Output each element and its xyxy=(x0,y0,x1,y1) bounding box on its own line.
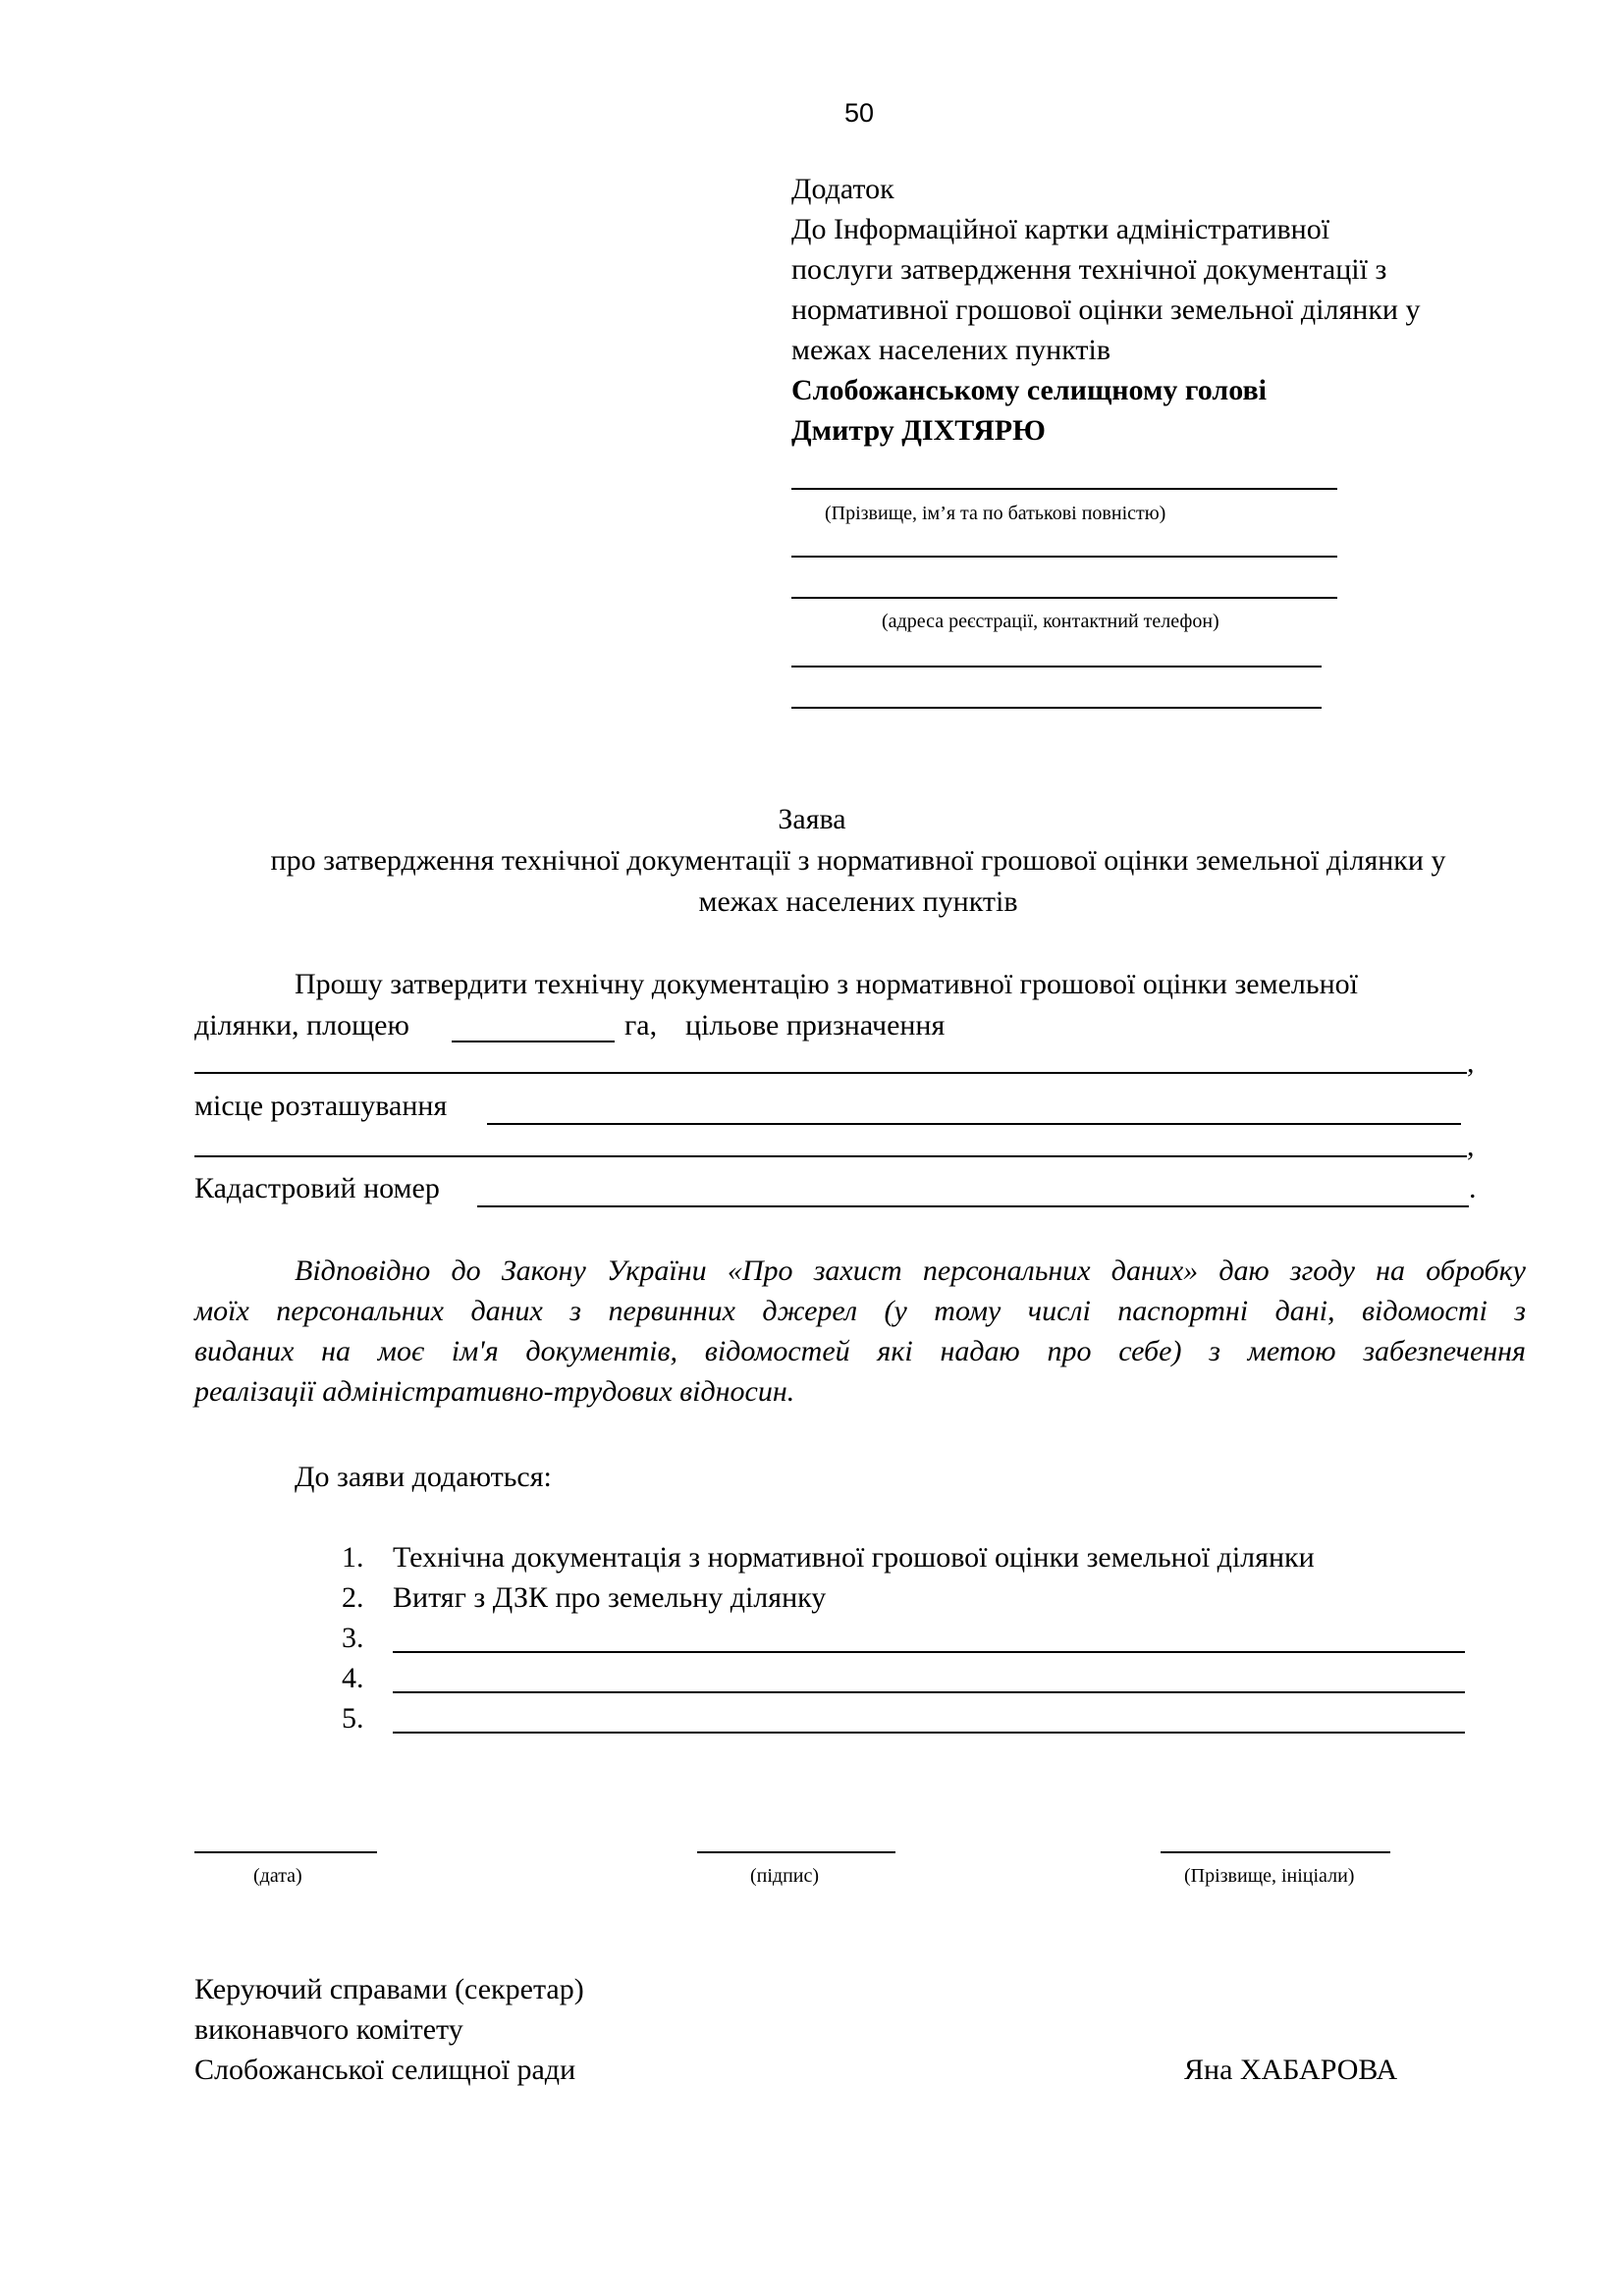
appendix-line: межах населених пунктів xyxy=(791,334,1111,366)
list-item-text: Витяг з ДЗК про земельну ділянку xyxy=(393,1581,827,1614)
consent-line: моїх персональних даних з первинних джерел (у тому числі паспортні дані, відомості з xyxy=(194,1295,1526,1327)
cadastral-number-field[interactable] xyxy=(477,1205,1469,1207)
applicant-name-line[interactable] xyxy=(791,488,1337,490)
document-title: Заява xyxy=(778,803,846,835)
area-unit: га, xyxy=(624,1009,658,1041)
document-subtitle: межах населених пунктів xyxy=(698,885,1018,918)
list-item-blank-field[interactable] xyxy=(393,1691,1465,1693)
document-subtitle: про затвердження технічної документації з нормативної грошової оцінки земельної ділянки у xyxy=(270,844,1446,877)
applicant-address-line[interactable] xyxy=(791,597,1337,599)
appendix-line: До Інформаційної картки адміністративної xyxy=(791,213,1330,245)
cadastral-label: Кадастровий номер xyxy=(194,1172,440,1204)
date-field[interactable] xyxy=(194,1851,377,1853)
list-item-number: 2. xyxy=(342,1581,364,1614)
purpose-field[interactable] xyxy=(194,1072,1467,1074)
addressee-block xyxy=(791,169,1420,451)
consent-line: реалізації адміністративно-трудових відносин. xyxy=(194,1375,795,1408)
signature-caption: (підпис) xyxy=(750,1865,820,1887)
consent-line: Відповідно до Закону України «Про захист персональних даних» даю згоду на обробку xyxy=(295,1255,1526,1287)
applicant-address-caption: (адреса реєстрації, контактний телефон) xyxy=(882,611,1219,632)
data-consent-paragraph xyxy=(194,1251,1526,1412)
list-item-number: 4. xyxy=(342,1662,364,1694)
applicant-phone-line[interactable] xyxy=(791,707,1322,709)
position-line: виконавчого комітету xyxy=(194,2013,463,2046)
area-label: ділянки, площею xyxy=(194,1009,409,1041)
official-position xyxy=(194,1969,584,2090)
list-item-text: Технічна документація з нормативної грошової оцінки земельної ділянки xyxy=(393,1541,1315,1574)
appendix-line: нормативної грошової оцінки земельної ділянки у xyxy=(791,294,1421,326)
applicant-address-line[interactable] xyxy=(791,556,1337,558)
purpose-label: цільове призначення xyxy=(685,1009,946,1041)
appendix-label: Додаток xyxy=(791,173,894,205)
date-caption: (дата) xyxy=(253,1865,302,1887)
attachments-heading: До заяви додаються: xyxy=(295,1461,552,1493)
location-label: місце розташування xyxy=(194,1090,448,1122)
name-field[interactable] xyxy=(1161,1851,1390,1853)
location-field[interactable] xyxy=(487,1123,1461,1125)
page-number: 50 xyxy=(844,98,875,128)
request-text: Прошу затвердити технічну документацію з нормативної грошової оцінки земельної xyxy=(295,968,1358,1000)
list-item-number: 1. xyxy=(342,1541,364,1574)
signature-field[interactable] xyxy=(697,1851,895,1853)
list-item-blank-field[interactable] xyxy=(393,1651,1465,1653)
list-item-blank-field[interactable] xyxy=(393,1732,1465,1734)
list-item-number: 5. xyxy=(342,1702,364,1735)
location-field-continued[interactable] xyxy=(194,1155,1467,1157)
comma: , xyxy=(1467,1130,1475,1162)
consent-line: виданих на моє ім'я документів, відомостей які надаю про себе) з метою забезпечення xyxy=(194,1335,1526,1367)
list-item-number: 3. xyxy=(342,1622,364,1654)
signatory-name: Яна ХАБАРОВА xyxy=(1184,2054,1398,2086)
recipient-title: Слобожанському селищному голові xyxy=(791,374,1268,406)
recipient-name: Дмитру ДІХТЯРЮ xyxy=(791,414,1046,447)
position-line: Слобожанської селищної ради xyxy=(194,2054,576,2086)
appendix-line: послуги затвердження технічної документації з xyxy=(791,253,1387,286)
period: . xyxy=(1469,1172,1477,1204)
comma: , xyxy=(1467,1046,1475,1079)
name-caption: (Прізвище, ініціали) xyxy=(1184,1865,1355,1887)
position-line: Керуючий справами (секретар) xyxy=(194,1973,584,2005)
applicant-phone-line[interactable] xyxy=(791,666,1322,667)
area-field[interactable] xyxy=(452,1041,615,1042)
applicant-name-caption: (Прізвище, ім’я та по батькові повністю) xyxy=(825,503,1166,524)
